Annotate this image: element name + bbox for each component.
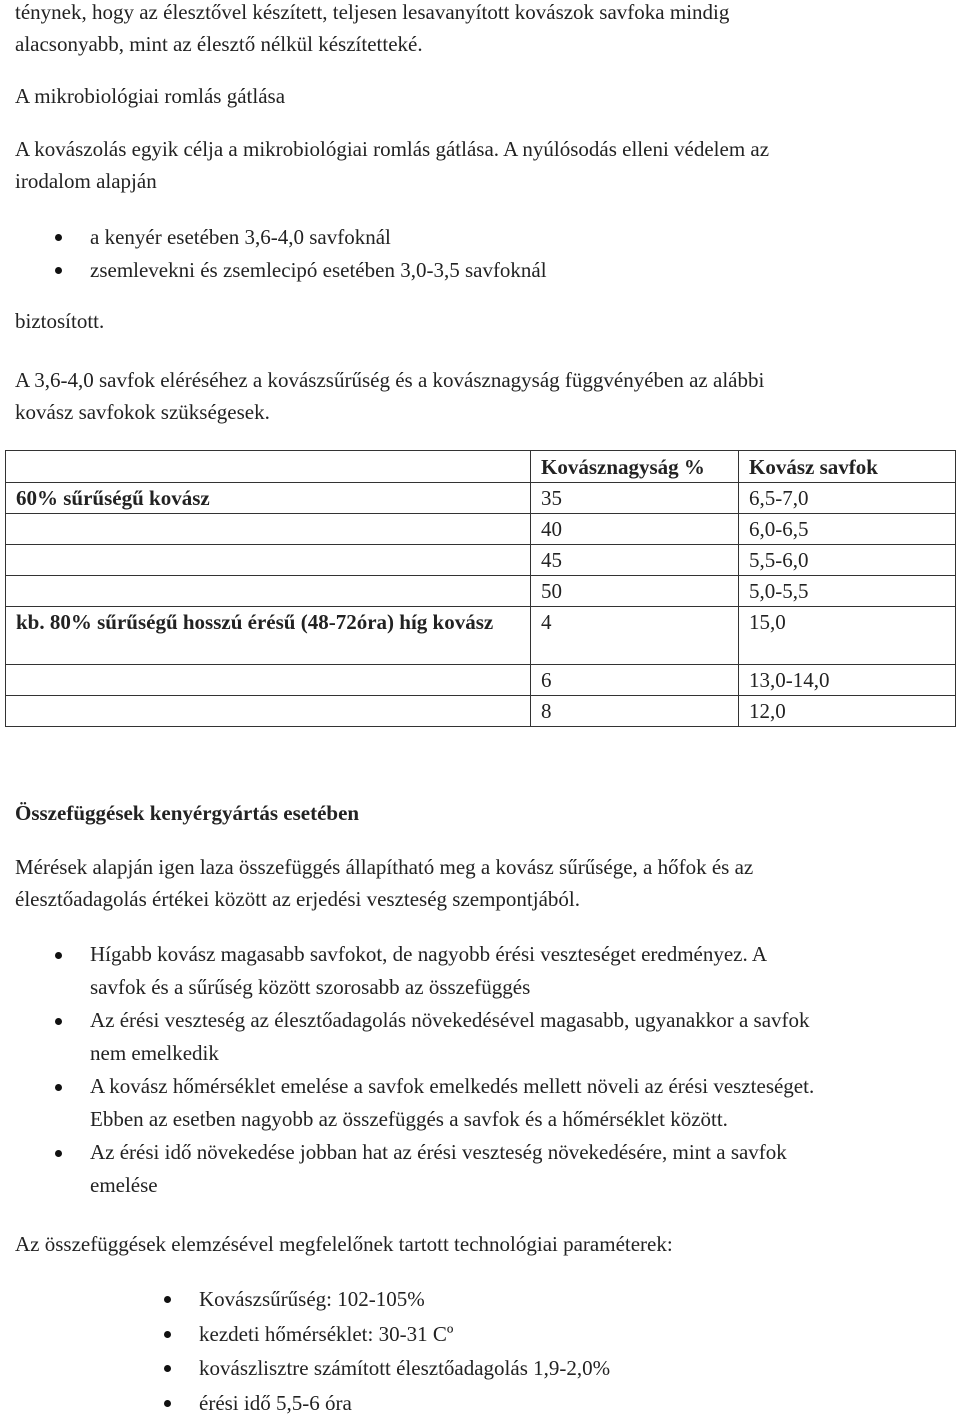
bullet-icon bbox=[55, 952, 62, 959]
section2-para-line-1: Mérések alapján igen laza összefüggés állapítható meg a kovász sűrűsége, a hőfok és az bbox=[15, 855, 753, 879]
bullet-icon bbox=[55, 1018, 62, 1025]
section2-paragraph bbox=[15, 851, 950, 915]
table-header-row bbox=[6, 451, 956, 483]
section1-paragraph bbox=[15, 133, 950, 197]
list-item bbox=[90, 221, 547, 254]
list-item-text: zsemlevekni és zsemlecipó esetében 3,0-3,5 savfoknál bbox=[90, 258, 547, 282]
section1-closing: biztosított. bbox=[15, 305, 950, 337]
list-item bbox=[199, 1386, 610, 1420]
table-cell: 6,5-7,0 bbox=[739, 483, 956, 514]
intro-line-1: ténynek, hogy az élesztővel készített, teljesen lesavanyított kovászok savfoka mindig bbox=[15, 0, 729, 24]
table-row bbox=[6, 545, 956, 576]
list-item-line: A kovász hőmérséklet emelése a savfok emelkedés mellett növeli az érési veszteséget. bbox=[90, 1074, 814, 1098]
savfok-table bbox=[5, 450, 956, 727]
list-item bbox=[90, 254, 547, 287]
bullet-icon bbox=[55, 267, 62, 274]
section1-para-line-1: A kovászolás egyik célja a mikrobiológiai romlás gátlása. A nyúlósodás elleni védelem az bbox=[15, 137, 769, 161]
table-cell: 35 bbox=[531, 483, 739, 514]
params-intro: Az összefüggések elemzésével megfelelőnek tartott technológiai paraméterek: bbox=[15, 1228, 950, 1260]
table-header-cell: Kovász savfok bbox=[739, 451, 956, 483]
correlation-bullet-list bbox=[90, 938, 950, 1202]
table-header-cell bbox=[6, 451, 531, 483]
savfok-bullet-list bbox=[90, 221, 547, 287]
list-item bbox=[199, 1282, 610, 1317]
list-item-line: savfok és a sűrűség között szorosabb az összefüggés bbox=[90, 975, 530, 999]
list-item-text: kovászlisztre számított élesztőadagolás 1,9-2,0% bbox=[199, 1356, 610, 1380]
params-bullet-list bbox=[199, 1282, 610, 1420]
table-row bbox=[6, 665, 956, 696]
table-cell bbox=[6, 665, 531, 696]
table-cell: 60% sűrűségű kovász bbox=[6, 483, 531, 514]
bullet-icon bbox=[55, 1150, 62, 1157]
table-row bbox=[6, 576, 956, 607]
table-cell: 15,0 bbox=[739, 607, 956, 665]
table-header-cell: Kovásznagyság % bbox=[531, 451, 739, 483]
section1-para-line-2: irodalom alapján bbox=[15, 169, 157, 193]
list-item-line: emelése bbox=[90, 1173, 158, 1197]
table-cell bbox=[6, 576, 531, 607]
section2-para-line-2: élesztőadagolás értékei között az erjedési veszteség szempontjából. bbox=[15, 887, 580, 911]
list-item bbox=[90, 938, 950, 1004]
table-cell: 40 bbox=[531, 514, 739, 545]
table-cell bbox=[6, 514, 531, 545]
list-item bbox=[199, 1351, 610, 1386]
bullet-icon bbox=[164, 1365, 171, 1372]
table-cell bbox=[6, 696, 531, 727]
list-item-line: Az érési veszteség az élesztőadagolás növekedésével magasabb, ugyanakkor a savfok bbox=[90, 1008, 810, 1032]
section-heading-correlations: Összefüggések kenyérgyártás esetében bbox=[15, 797, 950, 829]
section-heading-microbiological: A mikrobiológiai romlás gátlása bbox=[15, 80, 950, 112]
bullet-icon bbox=[164, 1331, 171, 1338]
table-row bbox=[6, 696, 956, 727]
table-intro-line-1: A 3,6-4,0 savfok eléréséhez a kovászsűrűség és a kovásznagyság függvényében az alábbi bbox=[15, 368, 764, 392]
table-cell: 6,0-6,5 bbox=[739, 514, 956, 545]
list-item-line: Hígabb kovász magasabb savfokot, de nagyobb érési veszteséget eredményez. A bbox=[90, 942, 767, 966]
bullet-icon bbox=[164, 1296, 171, 1303]
table-cell: 6 bbox=[531, 665, 739, 696]
table-cell bbox=[6, 545, 531, 576]
table-row bbox=[6, 607, 956, 665]
table-cell: 12,0 bbox=[739, 696, 956, 727]
table-row bbox=[6, 483, 956, 514]
list-item-text: kezdeti hőmérséklet: 30-31 Cº bbox=[199, 1322, 453, 1346]
intro-line-2: alacsonyabb, mint az élesztő nélkül készítetteké. bbox=[15, 32, 423, 56]
list-item bbox=[90, 1070, 950, 1136]
bullet-icon bbox=[164, 1400, 171, 1407]
list-item bbox=[199, 1317, 610, 1352]
intro-paragraph bbox=[15, 0, 950, 60]
list-item-text: a kenyér esetében 3,6-4,0 savfoknál bbox=[90, 225, 391, 249]
bullet-icon bbox=[55, 234, 62, 241]
table-cell: kb. 80% sűrűségű hosszú érésű (48-72óra) híg kovász bbox=[6, 607, 531, 665]
list-item-line: Az érési idő növekedése jobban hat az érési veszteség növekedésére, mint a savfok bbox=[90, 1140, 787, 1164]
list-item-text: Kovászsűrűség: 102-105% bbox=[199, 1287, 425, 1311]
table-cell: 13,0-14,0 bbox=[739, 665, 956, 696]
list-item bbox=[90, 1004, 950, 1070]
list-item bbox=[90, 1136, 950, 1202]
table-intro-line-2: kovász savfokok szükségesek. bbox=[15, 400, 270, 424]
table-cell: 8 bbox=[531, 696, 739, 727]
list-item-line: Ebben az esetben nagyobb az összefüggés a savfok és a hőmérséklet között. bbox=[90, 1107, 728, 1131]
table-cell: 50 bbox=[531, 576, 739, 607]
bullet-icon bbox=[55, 1084, 62, 1091]
table-intro-paragraph bbox=[15, 364, 950, 428]
list-item-line: nem emelkedik bbox=[90, 1041, 219, 1065]
table-cell: 4 bbox=[531, 607, 739, 665]
list-item-text: érési idő 5,5-6 óra bbox=[199, 1391, 352, 1415]
table-cell: 5,0-5,5 bbox=[739, 576, 956, 607]
table-row bbox=[6, 514, 956, 545]
table-cell: 45 bbox=[531, 545, 739, 576]
table-cell: 5,5-6,0 bbox=[739, 545, 956, 576]
